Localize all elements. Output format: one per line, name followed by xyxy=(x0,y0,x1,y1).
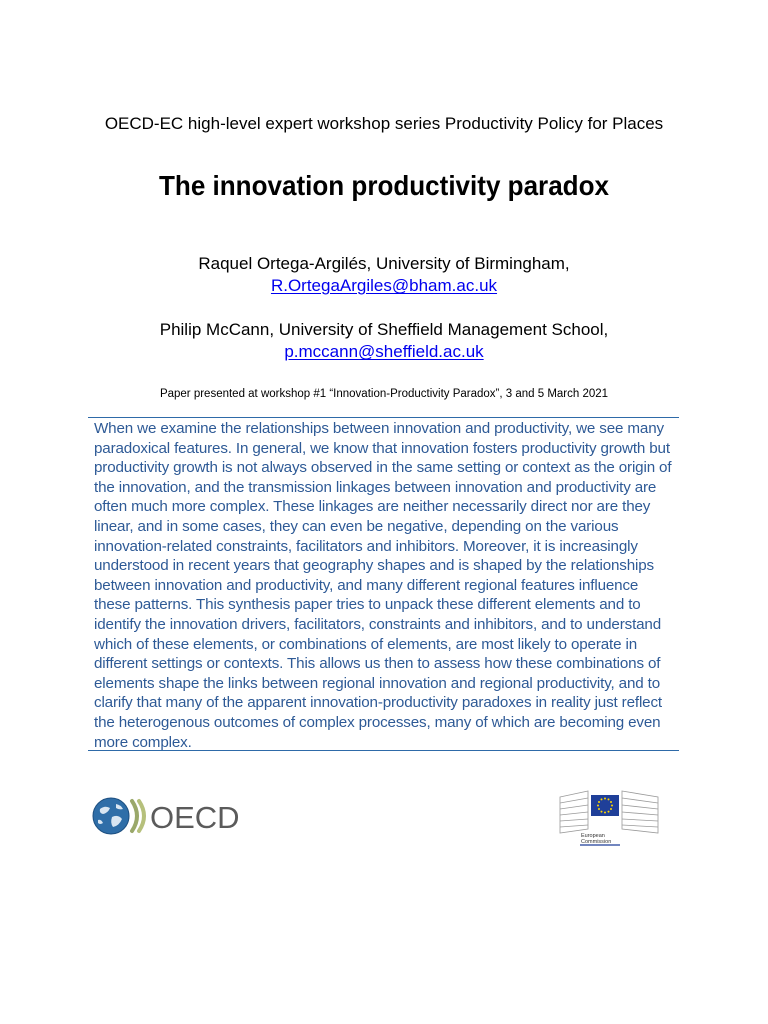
abstract-line: between innovation and productivity, and many different regional features influence xyxy=(94,576,639,594)
abstract-line: understood in recent years that geography shapes and is shaped by the relationships xyxy=(94,557,654,575)
eu-flag-icon xyxy=(591,795,619,816)
author-affiliation: Philip McCann, University of Sheffield Management School, xyxy=(159,320,609,339)
oecd-globe-icon xyxy=(93,798,129,834)
paper-title: The innovation productivity paradox xyxy=(159,170,609,201)
abstract-bottom-divider xyxy=(88,750,679,751)
abstract-line: linear, and in some cases, they can even be negative, depending on the various xyxy=(94,517,619,535)
author-block-1 xyxy=(0,253,768,297)
abstract-line: these patterns. This synthesis paper tries to unpack these different elements and to xyxy=(94,596,641,614)
oecd-logo xyxy=(92,795,252,837)
abstract-line: the innovation, and the transmission linkages between innovation and productivity are xyxy=(94,478,657,496)
abstract-line: innovation-related constraints, facilitators and inhibitors. Moreover, it is increasingly xyxy=(94,537,638,555)
oecd-chevrons-icon xyxy=(132,801,144,831)
author-email-link[interactable]: R.OrtegaArgiles@bham.ac.uk xyxy=(270,276,498,295)
abstract xyxy=(94,419,678,752)
abstract-line: elements shape the links between regional innovation and regional productivity, and to xyxy=(94,674,661,692)
abstract-top-divider xyxy=(88,417,679,418)
abstract-line: which of these elements, or combinations of elements, are most likely to operate in xyxy=(94,635,638,653)
abstract-line: more complex. xyxy=(94,733,192,751)
abstract-line: the heterogenous outcomes of complex processes, many of which are becoming even xyxy=(94,713,661,731)
author-email-link[interactable]: p.mccann@sheffield.ac.uk xyxy=(284,342,484,361)
oecd-wordmark: OECD xyxy=(150,800,240,835)
ec-wordmark-line-1: European xyxy=(581,833,605,839)
abstract-line: often much more complex. These linkages are neither necessarily direct nor are they xyxy=(94,498,651,516)
abstract-line: identify the innovation drivers, facilitators, constraints and inhibitors, and to understand xyxy=(94,615,662,633)
abstract-line: When we examine the relationships between innovation and productivity, we see many xyxy=(94,420,664,437)
abstract-line: clarify that many of the apparent innovation-productivity paradoxes in reality just reflect xyxy=(94,694,662,712)
abstract-line: productivity growth is not always observed in the same setting or context as the origin of xyxy=(94,459,672,477)
presentation-note: Paper presented at workshop #1 “Innovation-Productivity Paradox”, 3 and 5 March 2021 xyxy=(159,388,609,400)
abstract-line: different settings or contexts. This allows us then to assess how these combinations of xyxy=(94,655,661,673)
abstract-line: paradoxical features. In general, we know that innovation fosters productivity growth but xyxy=(94,439,670,457)
european-commission-logo xyxy=(558,783,668,847)
author-block-2 xyxy=(0,319,768,363)
workshop-series-line: OECD-EC high-level expert workshop series Productivity Policy for Places xyxy=(104,114,664,133)
ec-wordmark-line-2: Commission xyxy=(581,839,612,845)
author-affiliation: Raquel Ortega-Argilés, University of Birmingham, xyxy=(198,254,570,273)
